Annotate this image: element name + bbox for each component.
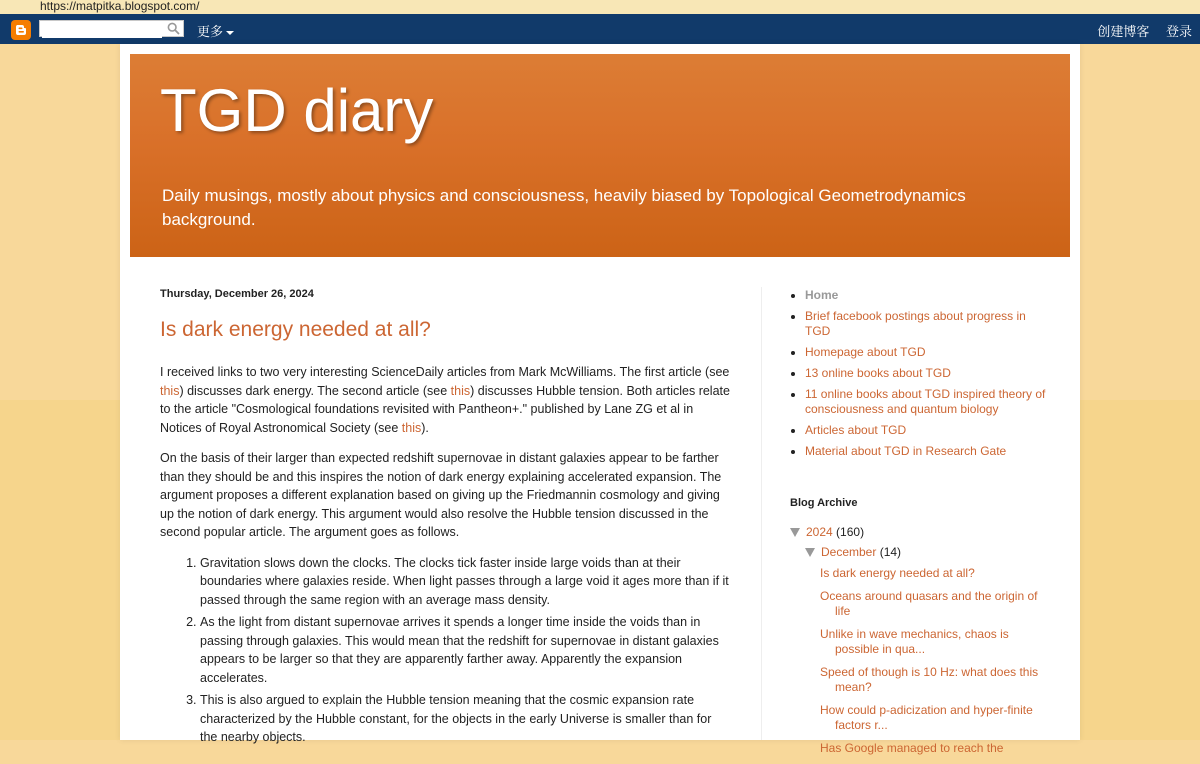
blogger-navbar [0,14,1200,44]
status-url: https://matpitka.blogspot.com/ [40,0,200,13]
page-item [805,423,1050,438]
page-link-13-books[interactable]: 13 online books about TGD [805,366,951,380]
archive-post-link[interactable]: Unlike in wave mechanics, chaos is possible in qua... [820,627,1009,656]
page-link-11-books[interactable]: 11 online books about TGD inspired theory of consciousness and quantum biology [805,387,1046,416]
blogger-logo-icon[interactable] [11,20,31,40]
blog-title[interactable]: TGD diary [160,77,434,144]
collapse-triangle-icon[interactable] [790,528,800,537]
page-item [805,345,1050,360]
archive-year [790,524,1050,540]
list-item: 2. As the light from distant supernovae arrives it spends a longer time inside the voids than in passing through galaxies. This would mean that the redshift for supernovae in distant galaxies appears to be larger so that they are apparently farther away. Apparently the expansion accelerates. [200,613,732,687]
create-blog-link[interactable]: 创建博客 [1097,24,1150,39]
post-date: Thursday, December 26, 2024 [160,288,314,300]
post-title [160,317,732,343]
text: ) discusses Hubble tension. Both articles relate to the article "Cosmological foundations revisited with Pantheon+." published by Lane ZG et al in Notices of Royal Astronomical Society (see [160,383,730,435]
sidebar [790,288,1050,764]
more-menu-button[interactable] [197,21,234,40]
archive-post-item [820,703,1050,733]
post-paragraph [160,363,732,437]
archive-post-link[interactable]: Speed of though is 10 Hz: what does this mean? [820,665,1039,694]
archive-month [790,544,1050,560]
pages-list [790,288,1050,459]
archive-post-link[interactable]: Has Google managed to reach the [820,741,1004,755]
blog-archive [790,524,1050,756]
list-item: 1. Gravitation slows down the clocks. The clocks tick faster inside large voids than at their boundaries where galaxies reside. When light passes through a large void it ages more than if it passed through the same region with an average mass density. [200,554,732,610]
archive-post-item [820,566,1050,581]
inline-link[interactable]: this [401,420,422,435]
navbar-right [1084,21,1192,40]
archive-post-item [820,665,1050,695]
page-link-research-gate[interactable]: Material about TGD in Research Gate [805,444,1007,458]
status-url-bar [0,0,1200,14]
archive-post-item [820,627,1050,657]
archive-month-count: (14) [879,545,902,559]
post-paragraph: On the basis of their larger than expected redshift supernovae in distant galaxies appear to be farther than they should be and this inspires the notion of dark energy explaining accelerated expansion. The argument proposes a different explanation based on giving up the Friedmannin cosmology and giving up the notion of dark energy. This argument would also resolve the Hubble tension discussed in the second popular article. The argument goes as follows. [160,451,722,539]
argument-list [160,554,732,747]
page-link-articles[interactable]: Articles about TGD [805,423,907,437]
collapse-triangle-icon[interactable] [805,548,815,557]
archive-post-item [820,741,1050,756]
blog-header [130,54,1070,257]
page-item [805,309,1050,339]
archive-month-link[interactable]: December [821,545,877,559]
post-body [160,363,732,747]
blog-archive-title: Blog Archive [790,497,858,509]
archive-year-link[interactable]: 2024 [806,525,833,539]
page-link-homepage[interactable]: Homepage about TGD [805,345,926,359]
main-column [160,287,732,751]
text: I received links to two very interesting ScienceDaily articles from Mark McWilliams. The first article (see [160,365,730,379]
list-item: 3. This is also argued to explain the Hubble tension meaning that the cosmic expansion rate characterized by the Hubble constant, for the objects in the early Universe is smaller than for the nearby objects. [200,691,732,747]
page-link-facebook-postings[interactable]: Brief facebook postings about progress in TGD [805,309,1026,338]
page-link-home[interactable]: Home [805,288,839,302]
archive-posts-list [820,566,1050,756]
page-item [805,387,1050,417]
post-title-link[interactable]: Is dark energy needed at all? [160,318,431,341]
inline-link[interactable]: this [450,383,471,398]
blog-description: Daily musings, mostly about physics and consciousness, heavily biased by Topological Geometrodynamics background. [162,186,966,229]
content-wrapper [120,44,1080,755]
archive-post-item [820,589,1050,619]
column-divider [761,287,762,740]
archive-year-count: (160) [836,525,865,539]
archive-post-link[interactable]: Is dark energy needed at all? [820,566,975,580]
search-icon[interactable] [167,22,180,35]
inline-link[interactable]: this [160,383,180,398]
search-box [39,20,184,37]
page-item-home [805,288,1050,303]
chevron-down-icon [226,31,234,35]
archive-post-link[interactable]: Oceans around quasars and the origin of life [820,589,1038,618]
more-label: 更多 [197,24,224,39]
login-link[interactable]: 登录 [1165,24,1192,39]
text: ). [421,420,429,435]
page-item [805,366,1050,381]
search-input[interactable] [42,25,162,38]
page-item [805,444,1050,459]
archive-post-link[interactable]: How could p-adicization and hyper-finite factors r... [820,703,1033,732]
text: ) discusses dark energy. The second article (see [179,383,451,398]
